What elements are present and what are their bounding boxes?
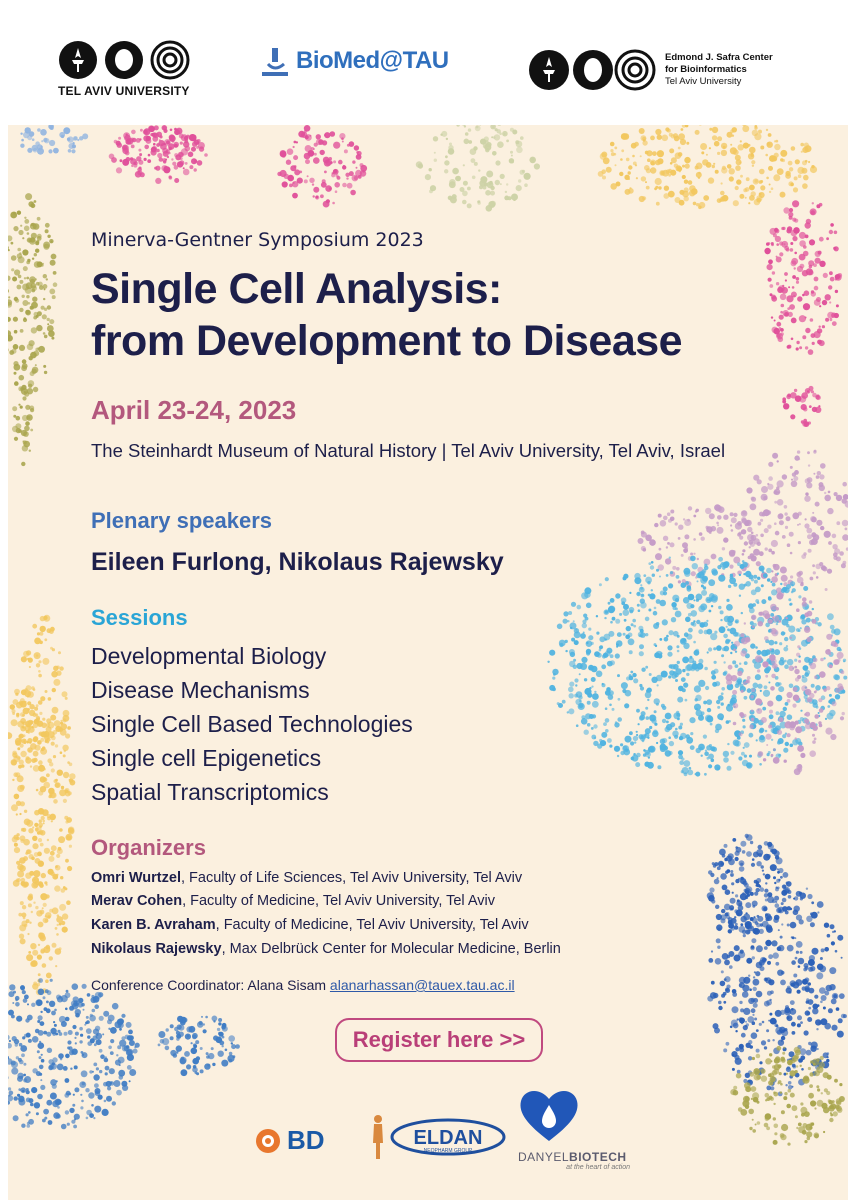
organizer-item bbox=[91, 941, 561, 957]
danyel-name bbox=[518, 1150, 638, 1164]
header-bar bbox=[0, 0, 856, 125]
danyel-name-a: DANYEL bbox=[518, 1150, 570, 1164]
organizer-name: Merav Cohen bbox=[91, 893, 183, 909]
event-venue: The Steinhardt Museum of Natural History | Tel Aviv University, Tel Aviv, Israel bbox=[91, 440, 726, 461]
session-item: Developmental Biology bbox=[91, 643, 327, 669]
session-item: Spatial Transcriptomics bbox=[91, 779, 329, 805]
organizer-name: Nikolaus Rajewsky bbox=[91, 941, 222, 957]
tau-name: TEL AVIV UNIVERSITY bbox=[58, 84, 190, 98]
organizers-heading: Organizers bbox=[91, 835, 206, 860]
organizer-affiliation: , Faculty of Medicine, Tel Aviv University, Tel Aviv bbox=[182, 893, 496, 909]
safra-line2: for Bioinformatics bbox=[665, 64, 747, 75]
plenary-speakers: Eileen Furlong, Nikolaus Rajewsky bbox=[91, 548, 504, 576]
microscope-icon bbox=[258, 44, 292, 78]
tau-logo bbox=[58, 40, 198, 98]
session-item: Single cell Epigenetics bbox=[91, 745, 322, 771]
tau-emblem-icon bbox=[58, 40, 98, 80]
plenary-heading: Plenary speakers bbox=[91, 508, 273, 533]
session-item: Disease Mechanisms bbox=[91, 677, 310, 703]
spiral-icon bbox=[150, 40, 190, 80]
organizer-affiliation: , Max Delbrück Center for Molecular Medicine, Berlin bbox=[221, 941, 561, 957]
eldan-subtitle: NEOPHARM GROUP bbox=[423, 1148, 473, 1154]
danyel-tagline: at the heart of action bbox=[566, 1164, 630, 1171]
organizer-item bbox=[91, 917, 529, 933]
eldan-name: ELDAN bbox=[413, 1127, 483, 1149]
event-title-line2: from Development to Disease bbox=[91, 317, 683, 365]
organizer-item bbox=[91, 870, 522, 886]
register-button[interactable]: Register here >> bbox=[335, 1018, 543, 1062]
organizer-affiliation: , Faculty of Medicine, Tel Aviv University, Tel Aviv bbox=[215, 917, 529, 933]
event-subtitle: Minerva-Gentner Symposium 2023 bbox=[91, 229, 424, 251]
sessions-heading: Sessions bbox=[91, 605, 188, 630]
safra-line1: Edmond J. Safra Center bbox=[665, 52, 773, 63]
organizer-name: Omri Wurtzel bbox=[91, 870, 181, 886]
bd-logo bbox=[255, 1125, 325, 1156]
event-title-line1: Single Cell Analysis: bbox=[91, 265, 502, 313]
coordinator-line bbox=[91, 977, 515, 993]
coordinator-label: Conference Coordinator: Alana Sisam bbox=[91, 977, 327, 993]
bd-name: BD bbox=[287, 1125, 325, 1155]
eldan-figure-icon bbox=[368, 1113, 508, 1165]
danyel-name-b: BIOTECH bbox=[569, 1150, 627, 1164]
event-date: April 23-24, 2023 bbox=[91, 395, 297, 425]
danyel-logo bbox=[518, 1087, 638, 1171]
biomed-logo bbox=[258, 44, 449, 78]
biomed-name: BioMed@TAU bbox=[296, 47, 449, 74]
session-item: Single Cell Based Technologies bbox=[91, 711, 413, 737]
safra-emblem-icon bbox=[527, 48, 657, 92]
eldan-logo bbox=[368, 1113, 508, 1170]
bd-sun-icon bbox=[255, 1128, 281, 1154]
organizer-item bbox=[91, 893, 495, 909]
safra-line3: Tel Aviv University bbox=[665, 76, 742, 87]
organizer-name: Karen B. Avraham bbox=[91, 917, 216, 933]
heart-icon bbox=[518, 1087, 580, 1143]
coordinator-email-link[interactable]: alanarhassan@tauex.tau.ac.il bbox=[329, 977, 515, 993]
organizer-affiliation: , Faculty of Life Sciences, Tel Aviv University, Tel Aviv bbox=[180, 870, 523, 886]
ring-icon bbox=[104, 40, 144, 80]
poster bbox=[8, 125, 848, 1200]
safra-logo bbox=[527, 48, 773, 92]
